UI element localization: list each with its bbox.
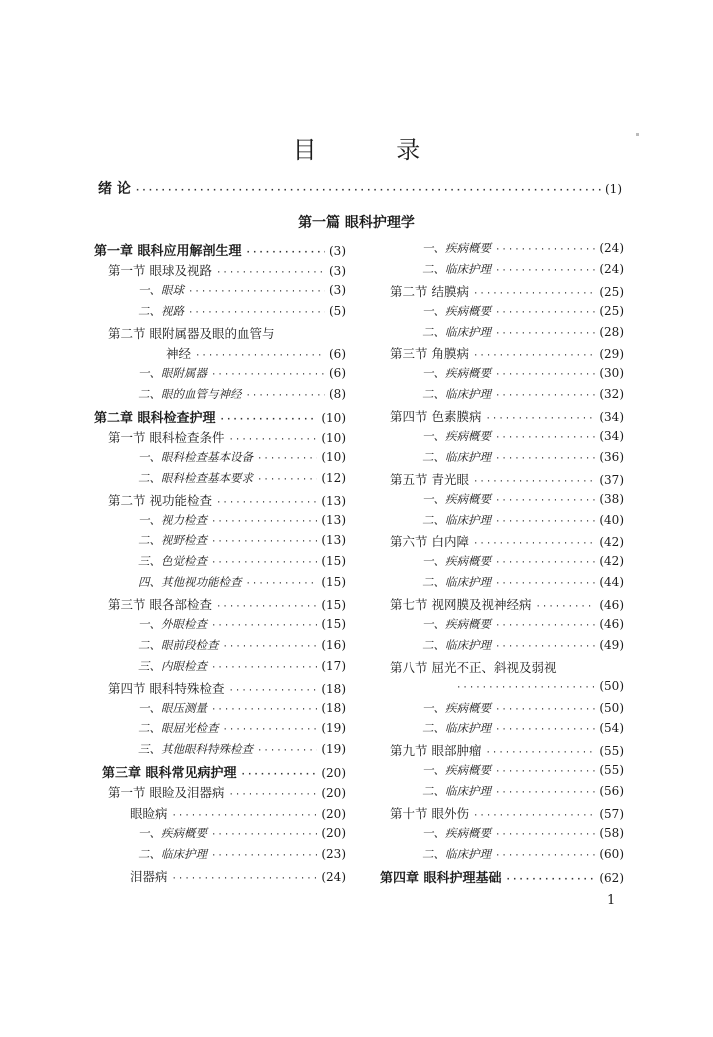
toc-entry-page: ( 10 ) <box>321 450 346 464</box>
toc-entry-page: ( 10 ) <box>321 411 346 425</box>
toc-entry-item[interactable] <box>94 741 346 762</box>
toc-entry-item[interactable] <box>380 491 624 512</box>
page-title: 目 录 <box>292 136 457 164</box>
toc-entry-label: 一、疾病概要 <box>422 617 491 632</box>
toc-entry-label: 二、临床护理 <box>422 784 491 799</box>
toc-entry-label: 二、临床护理 <box>422 846 491 861</box>
toc-entry-page: ( 13 ) <box>321 494 346 508</box>
toc-entry-section[interactable] <box>380 344 624 365</box>
toc-entry-sub[interactable] <box>94 804 346 825</box>
toc-entry-label: 三、内眼检查 <box>138 658 207 673</box>
toc-entry-page: ( 19 ) <box>321 721 346 735</box>
dot-leader <box>506 875 596 885</box>
toc-entry-label: 第一节 眼科检查条件 <box>108 430 225 446</box>
dot-leader <box>495 579 595 589</box>
toc-entry-label: 一、眼附属器 <box>138 366 207 381</box>
page-number: 1 <box>607 893 616 908</box>
dot-leader <box>211 558 317 568</box>
toc-entry-page: ( 37 ) <box>599 473 624 487</box>
toc-entry-page: ( 23 ) <box>321 847 346 861</box>
toc-entry-cont[interactable] <box>94 344 346 365</box>
dot-leader <box>473 351 595 361</box>
toc-entry-page: ( 50 ) <box>599 701 624 715</box>
dot-leader <box>246 579 318 589</box>
dot-leader <box>211 370 325 380</box>
toc-entry-label: 一、疾病概要 <box>422 241 491 255</box>
toc-entry-page: ( 15 ) <box>321 554 346 568</box>
dot-leader <box>495 433 595 443</box>
toc-entry-label: 第七节 视网膜及视神经病 <box>390 597 532 613</box>
toc-entry-item[interactable] <box>380 574 624 595</box>
toc-entry-sub[interactable] <box>94 867 346 888</box>
toc-entry-page: ( 3 ) <box>329 244 346 258</box>
toc-entry-page: ( 24 ) <box>599 241 624 255</box>
toc-entry-chapter[interactable] <box>94 407 346 428</box>
dot-leader <box>485 748 595 758</box>
toc-entry-page: ( 12 ) <box>321 471 346 485</box>
toc-entry-label: 二、临床护理 <box>422 449 491 464</box>
toc-entry-section[interactable] <box>94 783 346 804</box>
dot-leader <box>495 642 595 652</box>
toc-entry-item[interactable] <box>380 553 624 574</box>
dot-leader <box>473 477 595 487</box>
toc-entry-label: 第四节 色素膜病 <box>390 409 482 425</box>
toc-entry-page: ( 40 ) <box>599 513 624 527</box>
toc-entry-page: ( 46 ) <box>599 617 624 631</box>
dot-leader <box>172 874 318 884</box>
toc-entry-page: ( 50 ) <box>599 679 624 693</box>
toc-entry-label: 一、疾病概要 <box>422 366 491 381</box>
toc-entry-page: ( 8 ) <box>329 387 346 401</box>
dot-leader <box>473 289 595 299</box>
toc-entry-label: 二、视野检查 <box>138 533 207 548</box>
toc-entry-label: 二、临床护理 <box>422 637 491 652</box>
toc-entry-page: ( 49 ) <box>599 638 624 652</box>
toc-entry-label: 第一节 眼睑及泪器病 <box>108 785 225 801</box>
toc-entry-label: 一、视力检查 <box>138 512 207 527</box>
toc-entry-section[interactable] <box>94 324 346 345</box>
dot-leader <box>188 287 325 297</box>
dot-leader <box>495 245 595 255</box>
toc-entry-page: ( 3 ) <box>329 264 346 278</box>
dot-leader <box>456 683 595 693</box>
toc-entry-page: ( 10 ) <box>321 431 346 445</box>
toc-entry-item[interactable] <box>94 637 346 658</box>
toc-entry-label: 第五节 青光眼 <box>390 471 469 487</box>
toc-entry-section[interactable] <box>380 407 624 428</box>
toc-entry-item[interactable] <box>380 783 624 804</box>
toc-entry-label: 一、疾病概要 <box>422 554 491 569</box>
toc-entry-page: ( 38 ) <box>599 492 624 506</box>
dot-leader <box>223 642 318 652</box>
toc-entry-label: 一、疾病概要 <box>422 700 491 715</box>
toc-entry-item[interactable] <box>94 616 346 637</box>
toc-entry-page: ( 55 ) <box>599 744 624 758</box>
dot-leader <box>495 329 595 339</box>
dot-leader <box>495 558 595 568</box>
toc-entry-label: 绪 论 <box>98 181 131 197</box>
dot-leader <box>495 308 595 318</box>
toc-entry-page: ( 60 ) <box>599 847 624 861</box>
toc-entry-label: 第四节 眼科特殊检查 <box>108 680 225 696</box>
toc-entry-page: ( 42 ) <box>599 554 624 568</box>
toc-entry-item[interactable] <box>380 386 624 407</box>
toc-entry-label: 二、临床护理 <box>422 575 491 590</box>
toc-entry-page: ( 42 ) <box>599 535 624 549</box>
dot-leader <box>195 351 325 361</box>
toc-entry-page: ( 5 ) <box>329 304 346 318</box>
toc-entry-label: 第二节 眼附属器及眼的血管与 <box>108 325 275 341</box>
toc-entry-item[interactable] <box>94 553 346 574</box>
toc-entry-chapter[interactable] <box>94 240 346 261</box>
toc-entry-page: ( 54 ) <box>599 721 624 735</box>
toc-entry-label: 神经 <box>166 346 192 362</box>
dot-leader <box>211 621 317 631</box>
toc-entry-label: 第三章 眼科常见病护理 <box>102 766 237 782</box>
toc-entry-label: 一、眼球 <box>138 282 184 297</box>
toc-entry-page: ( 46 ) <box>599 598 624 612</box>
toc-entry-item[interactable] <box>380 303 624 324</box>
toc-entry-label: 四、其他视功能检查 <box>138 575 242 590</box>
toc-entry-page: ( 6 ) <box>329 347 346 361</box>
toc-entry-item[interactable] <box>94 303 346 324</box>
dot-leader <box>228 686 317 696</box>
toc-entry-item[interactable] <box>380 261 624 282</box>
toc-entry-item[interactable] <box>380 700 624 721</box>
toc-entry-label: 第四章 眼科护理基础 <box>380 870 502 886</box>
toc-entry-page: ( 18 ) <box>321 701 346 715</box>
dot-leader <box>228 790 317 800</box>
dot-leader <box>246 391 325 401</box>
dot-leader <box>241 770 318 780</box>
dot-leader <box>473 539 595 549</box>
toc-entry-page: ( 1 ) <box>605 182 622 196</box>
dot-leader <box>216 498 317 508</box>
toc-entry-page: ( 20 ) <box>321 807 346 821</box>
toc-entry-label: 一、疾病概要 <box>138 825 207 840</box>
part-heading: 第一篇 眼科护理学 <box>298 215 415 231</box>
toc-entry-page: ( 3 ) <box>329 283 346 297</box>
toc-entry-page: ( 17 ) <box>321 659 346 673</box>
toc-entry-item[interactable] <box>94 386 346 407</box>
toc-entry-item[interactable] <box>380 825 624 846</box>
toc-entry-item[interactable] <box>380 240 624 261</box>
toc-entry-item[interactable] <box>94 720 346 741</box>
toc-entry-item[interactable] <box>380 324 624 345</box>
dot-leader <box>495 454 595 464</box>
toc-entry-section[interactable] <box>380 658 624 679</box>
toc-entry-page: ( 13 ) <box>321 513 346 527</box>
dot-leader <box>495 705 595 715</box>
toc-entry-item[interactable] <box>94 700 346 721</box>
toc-entry-page: ( 24 ) <box>599 262 624 276</box>
toc-entry-section[interactable] <box>380 282 624 303</box>
dot-leader <box>188 308 325 318</box>
toc-entry-section[interactable] <box>94 261 346 282</box>
toc-entry-label: 泪器病 <box>130 868 168 884</box>
toc-entry-cont[interactable] <box>380 679 624 700</box>
toc-entry-item[interactable] <box>380 720 624 741</box>
dot-leader <box>495 767 595 777</box>
toc-entry-page: ( 55 ) <box>599 763 624 777</box>
toc-entry-page: ( 25 ) <box>599 285 624 299</box>
toc-entry-label: 第二章 眼科检查护理 <box>94 411 216 427</box>
dot-leader <box>473 811 595 821</box>
toc-entry-label: 第九节 眼部肿瘤 <box>390 743 482 759</box>
toc-entry-label: 第二节 视功能检查 <box>108 492 212 508</box>
toc-entry-item[interactable] <box>380 512 624 533</box>
dot-leader <box>135 186 601 196</box>
toc-entry-section[interactable] <box>94 491 346 512</box>
dot-leader <box>495 621 595 631</box>
toc-entry-label: 第一节 眼球及视路 <box>108 262 212 278</box>
toc-entry-page: ( 25 ) <box>599 304 624 318</box>
toc-entry-page: ( 13 ) <box>321 533 346 547</box>
toc-entry-page: ( 34 ) <box>599 410 624 424</box>
dot-leader <box>257 746 317 756</box>
toc-entry-item[interactable] <box>380 846 624 867</box>
toc-entry-item[interactable] <box>94 470 346 491</box>
toc-left-column <box>94 240 346 888</box>
toc-entry-page: ( 24 ) <box>321 870 346 884</box>
toc-entry-label: 一、疾病概要 <box>422 429 491 444</box>
toc-entry-label: 二、眼科检查基本要求 <box>138 470 253 485</box>
toc-entry-label: 一、疾病概要 <box>422 491 491 506</box>
toc-entry-page: ( 30 ) <box>599 366 624 380</box>
toc-entry-label: 第八节 屈光不正、斜视及弱视 <box>390 659 557 675</box>
toc-entry-page: ( 58 ) <box>599 826 624 840</box>
toc-entry-item[interactable] <box>380 365 624 386</box>
toc-entry-chapter[interactable] <box>380 867 624 888</box>
toc-entry-page: ( 29 ) <box>599 347 624 361</box>
dot-leader <box>495 851 595 861</box>
toc-entry-page: ( 44 ) <box>599 575 624 589</box>
dot-leader <box>495 788 595 798</box>
toc-entry-page: ( 28 ) <box>599 325 624 339</box>
toc-entry-item[interactable] <box>380 762 624 783</box>
toc-entry-item[interactable] <box>94 532 346 553</box>
dot-leader <box>495 370 595 380</box>
dot-leader <box>211 851 317 861</box>
toc-entry-section[interactable] <box>380 595 624 616</box>
dot-leader <box>495 266 595 276</box>
toc-entry-label: 二、临床护理 <box>422 261 491 276</box>
toc-entry-label: 二、临床护理 <box>422 512 491 527</box>
dot-leader <box>495 391 595 401</box>
dot-leader <box>211 705 317 715</box>
toc-entry-page: ( 19 ) <box>321 742 346 756</box>
dot-leader <box>211 537 317 547</box>
toc-entry-item[interactable] <box>94 512 346 533</box>
toc-entry-label: 三、其他眼科特殊检查 <box>138 742 253 757</box>
dot-leader <box>495 725 595 735</box>
toc-entry-label: 第一章 眼科应用解剖生理 <box>94 244 242 259</box>
toc-entry-page: ( 20 ) <box>321 826 346 840</box>
toc-entry-item[interactable] <box>94 846 346 867</box>
dot-leader <box>223 725 318 735</box>
toc-entry-label: 二、眼的血管与神经 <box>138 387 242 402</box>
dot-leader <box>535 602 595 612</box>
dot-leader <box>257 475 317 485</box>
toc-entry-page: ( 62 ) <box>599 871 624 885</box>
toc-entry-item[interactable] <box>380 637 624 658</box>
toc-entry-label: 第十节 眼外伤 <box>390 806 469 822</box>
dot-leader <box>216 602 317 612</box>
toc-entry-page: ( 6 ) <box>329 366 346 380</box>
dot-leader <box>257 454 317 464</box>
toc-entry-page: ( 16 ) <box>321 638 346 652</box>
toc-entry-page: ( 15 ) <box>321 598 346 612</box>
toc-entry-item[interactable] <box>94 574 346 595</box>
toc-entry-label: 眼睑病 <box>130 806 168 822</box>
toc-entry-section[interactable] <box>94 428 346 449</box>
toc-entry-item[interactable] <box>94 658 346 679</box>
toc-entry-page: ( 57 ) <box>599 807 624 821</box>
dot-leader <box>495 517 595 527</box>
dot-leader <box>216 268 325 278</box>
toc-entry-label: 二、视路 <box>138 303 184 318</box>
toc-entry-page: ( 20 ) <box>321 786 346 800</box>
toc-entry-label: 二、眼前段检查 <box>138 637 219 652</box>
toc-entry-page: ( 32 ) <box>599 387 624 401</box>
toc-entry-page: ( 15 ) <box>321 617 346 631</box>
toc-entry-page: ( 34 ) <box>599 429 624 443</box>
toc-entry-label: 二、眼屈光检查 <box>138 721 219 736</box>
toc-entry-page: ( 15 ) <box>321 575 346 589</box>
dot-leader <box>211 830 317 840</box>
toc-entry-label: 第六节 白内障 <box>390 534 469 550</box>
dot-leader <box>211 517 317 527</box>
toc-entry-label: 二、临床护理 <box>138 846 207 861</box>
toc-entry-section[interactable] <box>94 595 346 616</box>
toc-entry-section[interactable] <box>380 470 624 491</box>
toc-entry-page: ( 56 ) <box>599 784 624 798</box>
toc-entry-label: 第三节 角膜病 <box>390 346 469 362</box>
toc-entry-label: 三、色觉检查 <box>138 554 207 569</box>
toc-entry-intro[interactable] <box>98 178 622 198</box>
toc-entry-label: 第二节 结膜病 <box>390 283 469 299</box>
toc-entry-item[interactable] <box>380 616 624 637</box>
toc-entry-label: 二、临床护理 <box>422 324 491 339</box>
toc-entry-item[interactable] <box>94 825 346 846</box>
toc-entry-section[interactable] <box>380 532 624 553</box>
toc-entry-label: 一、外眼检查 <box>138 617 207 632</box>
dot-leader <box>485 414 595 424</box>
toc-entry-section[interactable] <box>94 679 346 700</box>
dot-leader <box>246 248 325 258</box>
toc-entry-label: 一、眼科检查基本设备 <box>138 449 253 464</box>
toc-entry-section[interactable] <box>380 804 624 825</box>
toc-entry-item[interactable] <box>94 449 346 470</box>
toc-entry-chapter[interactable] <box>94 762 346 783</box>
toc-entry-page: ( 36 ) <box>599 450 624 464</box>
toc-entry-page: ( 20 ) <box>321 766 346 780</box>
dot-leader <box>495 830 595 840</box>
dot-leader <box>495 496 595 506</box>
toc-entry-label: 一、疾病概要 <box>422 763 491 778</box>
toc-entry-label: 一、疾病概要 <box>422 303 491 318</box>
dot-leader <box>220 415 318 425</box>
toc-entry-label: 一、眼压测量 <box>138 700 207 715</box>
toc-right-column <box>380 240 624 888</box>
toc-entry-label: 二、临床护理 <box>422 721 491 736</box>
toc-entry-item[interactable] <box>380 428 624 449</box>
toc-entry-section[interactable] <box>380 741 624 762</box>
toc-entry-page: ( 18 ) <box>321 682 346 696</box>
toc-entry-label: 第三节 眼各部检查 <box>108 597 212 613</box>
toc-entry-item[interactable] <box>380 449 624 470</box>
toc-entry-label: 一、疾病概要 <box>422 825 491 840</box>
dot-leader <box>172 811 318 821</box>
toc-entry-label: 二、临床护理 <box>422 387 491 402</box>
dot-leader <box>228 435 317 445</box>
dot-leader <box>211 663 317 673</box>
toc-entry-item[interactable] <box>94 282 346 303</box>
toc-entry-item[interactable] <box>94 365 346 386</box>
